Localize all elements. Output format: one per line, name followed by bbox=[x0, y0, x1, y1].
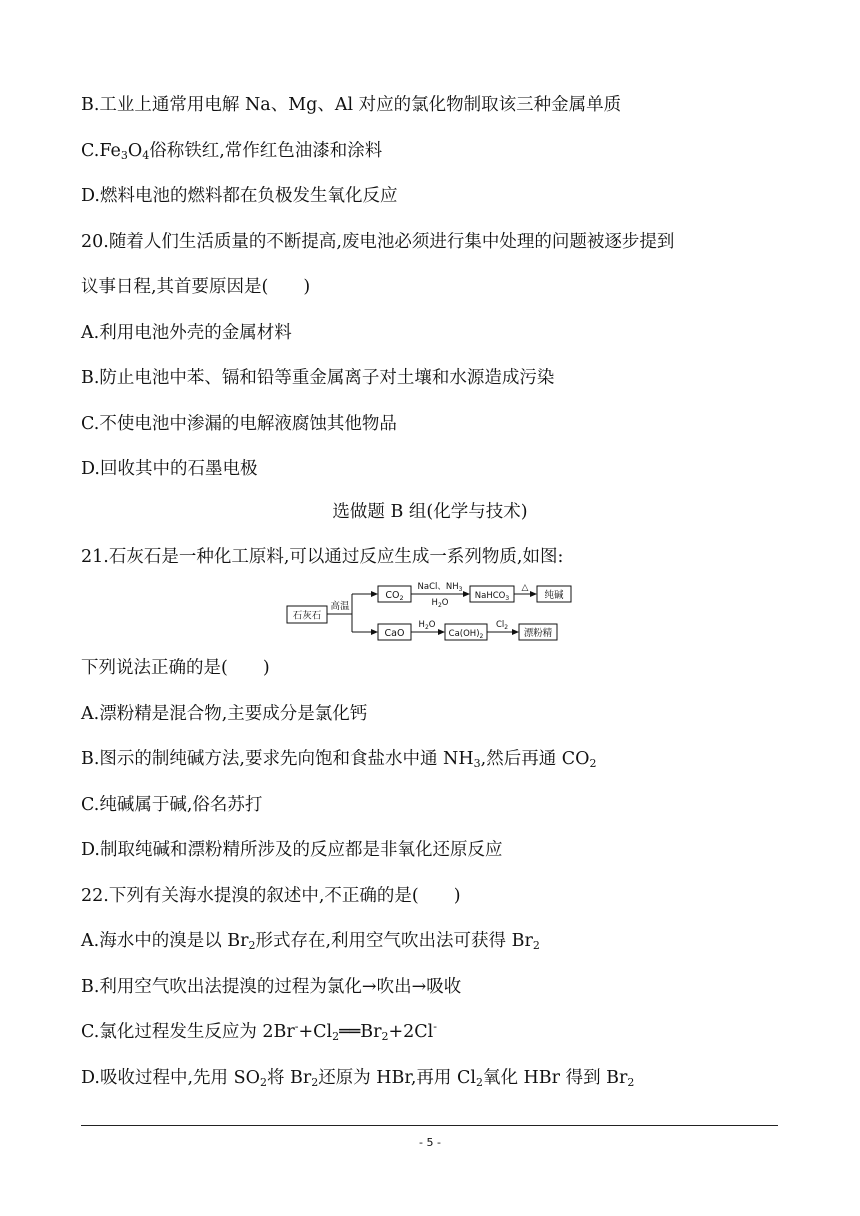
q22-option-b: B.利用空气吹出法提溴的过程为氯化→吹出→吸收 bbox=[81, 977, 462, 997]
q21-option-a: A.漂粉精是混合物,主要成分是氯化钙 bbox=[81, 704, 368, 724]
q20-option-d: D.回收其中的石墨电极 bbox=[81, 459, 258, 479]
q20-stem-line2: 议事日程,其首要原因是( ) bbox=[81, 277, 311, 297]
q21-flow-diagram bbox=[284, 552, 584, 646]
cond-heat: △ bbox=[521, 583, 529, 593]
q21-option-b: B.图示的制纯碱方法,要求先向饱和食盐水中通 $NH_3$,然后再通 $CO_2$ bbox=[81, 749, 597, 770]
section-title: 选做题 B 组(化学与技术) bbox=[332, 502, 528, 522]
label-caoh2: $Ca(OH)_2$ bbox=[448, 629, 484, 640]
q19-option-b: B.工业上通常用电解 Na、Mg、Al 对应的氯化物制取该三种金属单质 bbox=[81, 95, 622, 115]
q19-option-c: $C.Fe_3O_4$俗称铁红,常作红色油漆和涂料 bbox=[81, 141, 383, 162]
q21-stem: 21.石灰石是一种化工原料,可以通过反应生成一系列物质,如图: bbox=[81, 547, 564, 567]
q20-stem-line1: 20.随着人们生活质量的不断提高,废电池必须进行集中处理的问题被逐步提到 bbox=[81, 232, 675, 252]
q22-stem: 22.下列有关海水提溴的叙述中,不正确的是( ) bbox=[81, 886, 461, 906]
q20-option-a: A.利用电池外壳的金属材料 bbox=[81, 323, 292, 343]
cond-h2o-top: $H_2O$ bbox=[431, 598, 449, 609]
label-soda-ash: 纯碱 bbox=[544, 590, 564, 601]
cond-nacl-nh3: NaCl、$NH_3$ bbox=[417, 582, 463, 593]
q19-option-d: D.燃料电池的燃料都在负极发生氧化反应 bbox=[81, 186, 398, 206]
q20-option-b: B.防止电池中苯、镉和铅等重金属离子对土壤和水源造成污染 bbox=[81, 368, 555, 388]
q20-option-c: C.不使电池中渗漏的电解液腐蚀其他物品 bbox=[81, 414, 397, 434]
q21-ask: 下列说法正确的是( ) bbox=[81, 658, 270, 678]
label-limestone: 石灰石 bbox=[292, 610, 322, 622]
cond-h2o-bottom: $H_2O$ bbox=[418, 620, 436, 631]
label-co2: $CO_2$ bbox=[385, 590, 404, 602]
q22-option-c: C.氯化过程发生反应为 $2Br^-+Cl_2══Br_2+2Cl^-$ bbox=[81, 1020, 437, 1043]
page-number: - 5 - bbox=[419, 1136, 441, 1149]
q21-option-c: C.纯碱属于碱,俗名苏打 bbox=[81, 795, 263, 815]
q22-option-d: D.吸收过程中,先用 $SO_2$将 $Br_2$还原为 HBr,再用 $Cl_2$氧化 HBr 得到 $Br_2$ bbox=[81, 1068, 635, 1089]
label-cao: CaO bbox=[384, 628, 405, 639]
label-bleach: 漂粉精 bbox=[523, 628, 553, 639]
cond-cl2: $Cl_2$ bbox=[495, 620, 509, 631]
cond-high-temp: 高温 bbox=[330, 601, 350, 612]
q22-option-a: A.海水中的溴是以 $Br_2$形式存在,利用空气吹出法可获得 $Br_2$ bbox=[81, 931, 540, 952]
footer-rule bbox=[81, 1125, 778, 1126]
q21-option-d: D.制取纯碱和漂粉精所涉及的反应都是非氧化还原反应 bbox=[81, 840, 503, 860]
label-nahco3: NaHCO$_3$ bbox=[474, 591, 510, 602]
